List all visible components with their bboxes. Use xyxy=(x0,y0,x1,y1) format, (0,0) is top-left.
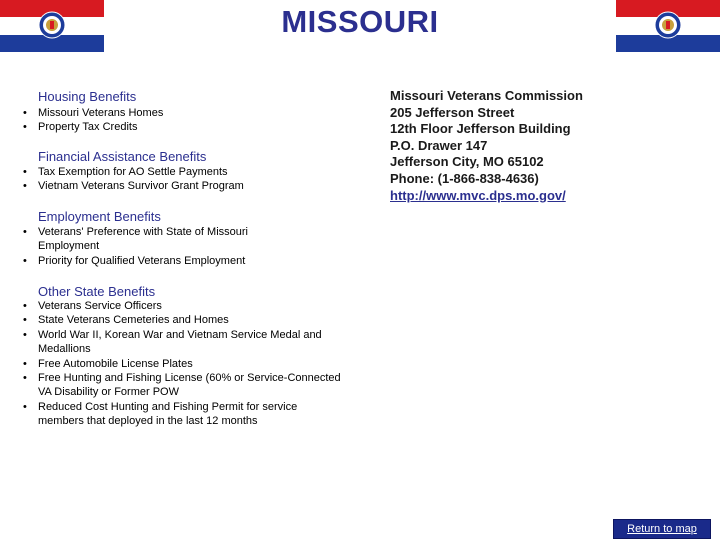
section-title-financial: Financial Assistance Benefits xyxy=(38,149,207,164)
section-title-other: Other State Benefits xyxy=(38,284,156,299)
list-item: • Tax Exemption for AO Settle Payments xyxy=(23,166,228,178)
list-item: • Free Automobile License Plates xyxy=(23,357,193,370)
contact-org: Missouri Veterans Commission xyxy=(390,88,583,103)
list-item: • World War II, Korean War and Vietnam Service Medal and Medallions xyxy=(23,328,322,356)
list-item: • Priority for Qualified Veterans Employment xyxy=(23,254,246,267)
contact-website-link[interactable]: http://www.mvc.dps.mo.gov/ xyxy=(390,187,566,203)
employment-benefits-list xyxy=(20,225,310,268)
list-item: • Free Hunting and Fishing License (60% or Service-Connected VA Disability or Former POW xyxy=(23,372,341,399)
list-item: • Veterans Service Officers xyxy=(23,300,162,312)
list-item: • State Veterans Cemeteries and Homes xyxy=(23,314,229,327)
list-item: • Veterans' Preference with State of Missouri Employment xyxy=(23,226,248,253)
section-title-employment: Employment Benefits xyxy=(38,209,161,224)
contact-po-box: P.O. Drawer 147 xyxy=(390,137,488,153)
list-item: • Property Tax Credits xyxy=(23,121,138,134)
page-title: MISSOURI xyxy=(281,4,439,39)
financial-benefits-list xyxy=(20,165,340,194)
list-item: • Missouri Veterans Homes xyxy=(23,107,164,119)
contact-phone: Phone: (1-866-838-4636) xyxy=(390,170,539,186)
return-to-map-button[interactable]: Return to map xyxy=(613,519,711,539)
contact-building: 12th Floor Jefferson Building xyxy=(390,121,571,137)
housing-benefits-list xyxy=(20,106,340,135)
list-item: • Reduced Cost Hunting and Fishing Permit for service members that deployed in the last 12 months xyxy=(23,400,298,428)
section-title-housing: Housing Benefits xyxy=(38,89,137,104)
contact-block xyxy=(390,88,583,204)
contact-city: Jefferson City, MO 65102 xyxy=(390,154,544,170)
other-benefits-list xyxy=(20,299,350,429)
contact-street: 205 Jefferson Street xyxy=(390,104,515,120)
list-item: • Vietnam Veterans Survivor Grant Program xyxy=(23,180,244,193)
